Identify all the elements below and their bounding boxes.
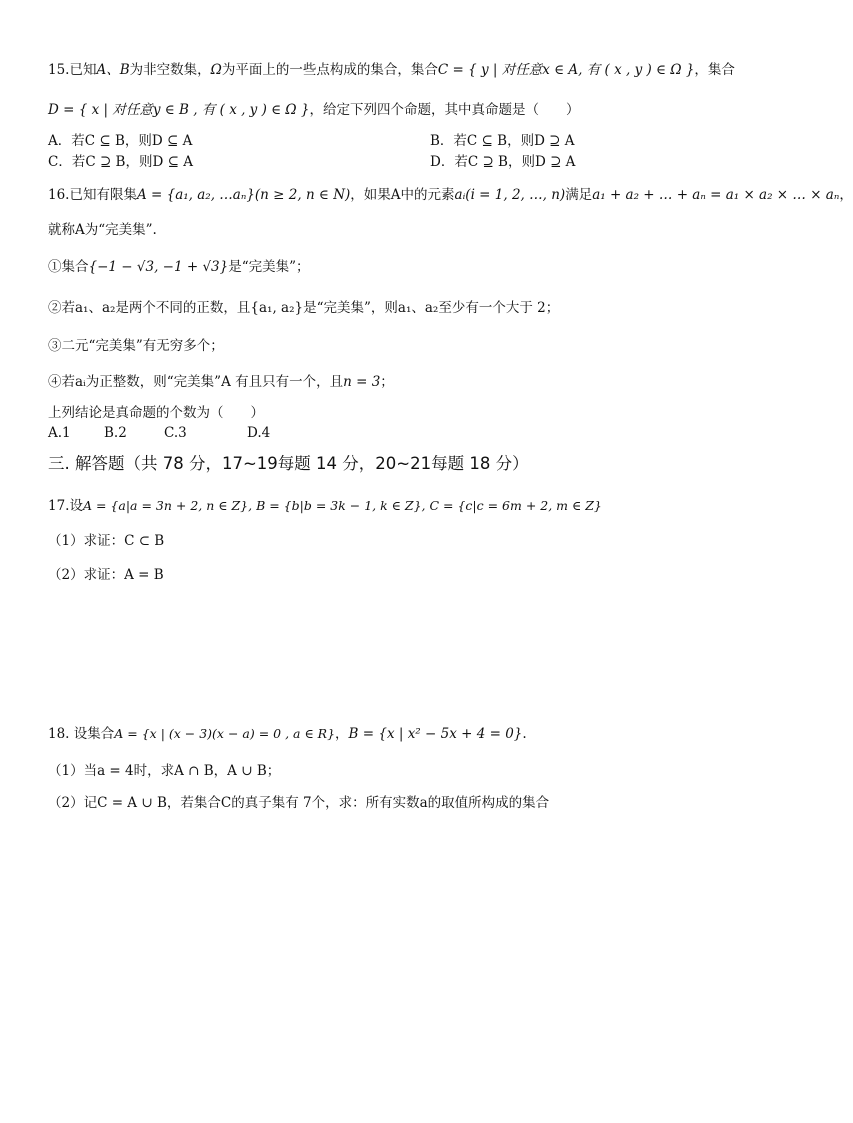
q15-option-b: B．若C ⊆ B，则D ⊇ A [430,133,575,149]
q17-part-1: （1）求证：C ⊂ B [48,533,165,549]
q16-statement-3: ③二元“完美集”有无穷多个； [48,338,224,354]
q16-line1 [48,185,853,205]
q17-text: 17.设 [48,498,83,514]
q16-text: 16.已知有限集 [48,187,137,203]
q16-statement-2: ②若a₁、a₂是两个不同的正数，且{a₁, a₂}是“完美集”，则a₁、a₂至少有一个大于 2； [48,300,560,316]
q15-set-d: D = { x | 对任意y ∈ B , 有 ( x , y ) ∈ Ω } [48,102,310,118]
q15-omega: Ω [210,62,222,78]
q16-set-example: {−1 − √3, −1 + √3} [88,259,229,275]
q16-option-a: A.1 [48,425,71,441]
q18-part-2: （2）记C = A ∪ B，若集合C的真子集有 7个，求：所有实数a的取值所构成的集合 [48,795,550,811]
q18-part-1: （1）当a = 4时，求A ∩ B，A ∪ B； [48,763,281,779]
q15-set-c: C = { y | 对任意x ∈ A, 有 ( x , y ) ∈ Ω } [437,62,695,78]
q16-element: aᵢ(i = 1, 2, …, n) [454,187,566,203]
q18-set-a: A = {x | (x − 3)(x − a) = 0 , a ∈ R} [114,726,336,741]
q16-text: 是“完美集”； [228,259,310,275]
q17-part-2: （2）求证：A = B [48,567,164,583]
q16-n-value: n = 3 [343,374,381,390]
q16-text: ； [380,374,394,390]
q16-option-d: D.4 [247,425,271,441]
q16-ask: 上列结论是真命题的个数为（ ） [48,405,264,421]
q16-statement-1 [48,257,768,277]
q15-sets-ab: A、B [96,62,130,78]
q16-statement-4 [48,372,768,392]
q18-text: 18. 设集合 [48,726,115,742]
q17-stem [48,496,768,516]
q15-text: 为平面上的一些点构成的集合，集合 [221,62,438,78]
section-heading: 三. 解答题（共 78 分，17~19每题 14 分，20~21每题 18 分） [48,454,529,473]
q15-line2 [48,100,768,120]
q15-text: ，集合 [694,62,735,78]
q15-text: 为非空数集， [129,62,211,78]
q15-option-d: D．若C ⊇ B，则D ⊇ A [430,154,576,170]
q15-option-c: C．若C ⊇ B，则D ⊆ A [48,154,193,170]
q15-option-a: A．若C ⊆ B，则D ⊆ A [48,133,193,149]
q16-option-b: B.2 [104,425,127,441]
q16-option-c: C.3 [164,425,187,441]
q15-line1 [48,60,768,80]
q16-text: ，如果A中的元素 [350,187,455,203]
q18-text: . [522,726,527,742]
q16-text: ①集合 [48,259,89,275]
q15-text: ，给定下列四个命题，其中真命题是（ ） [309,102,580,118]
q18-text: ， [335,726,349,742]
q18-set-b: B = {x | x² − 5x + 4 = 0} [348,726,523,742]
q16-line2: 就称A为“完美集”. [48,222,157,238]
q16-equation: a₁ + a₂ + … + aₙ = a₁ × a₂ × … × aₙ [592,187,840,203]
q18-stem [48,724,768,744]
q16-text: ④若aᵢ为正整数，则“完美集”A 有且只有一个，且 [48,374,344,390]
q16-set-a: A = {a₁, a₂, …aₙ}(n ≥ 2, n ∈ N) [136,187,351,203]
q15-text: 15.已知 [48,62,97,78]
q17-sets: A = {a|a = 3n + 2, n ∈ Z}, B = {b|b = 3k − 1, k ∈ Z}, C = {c|c = 6m + 2, m ∈ Z} [82,498,602,513]
q16-text: 满足 [565,187,593,203]
q16-text: ， [839,187,853,203]
